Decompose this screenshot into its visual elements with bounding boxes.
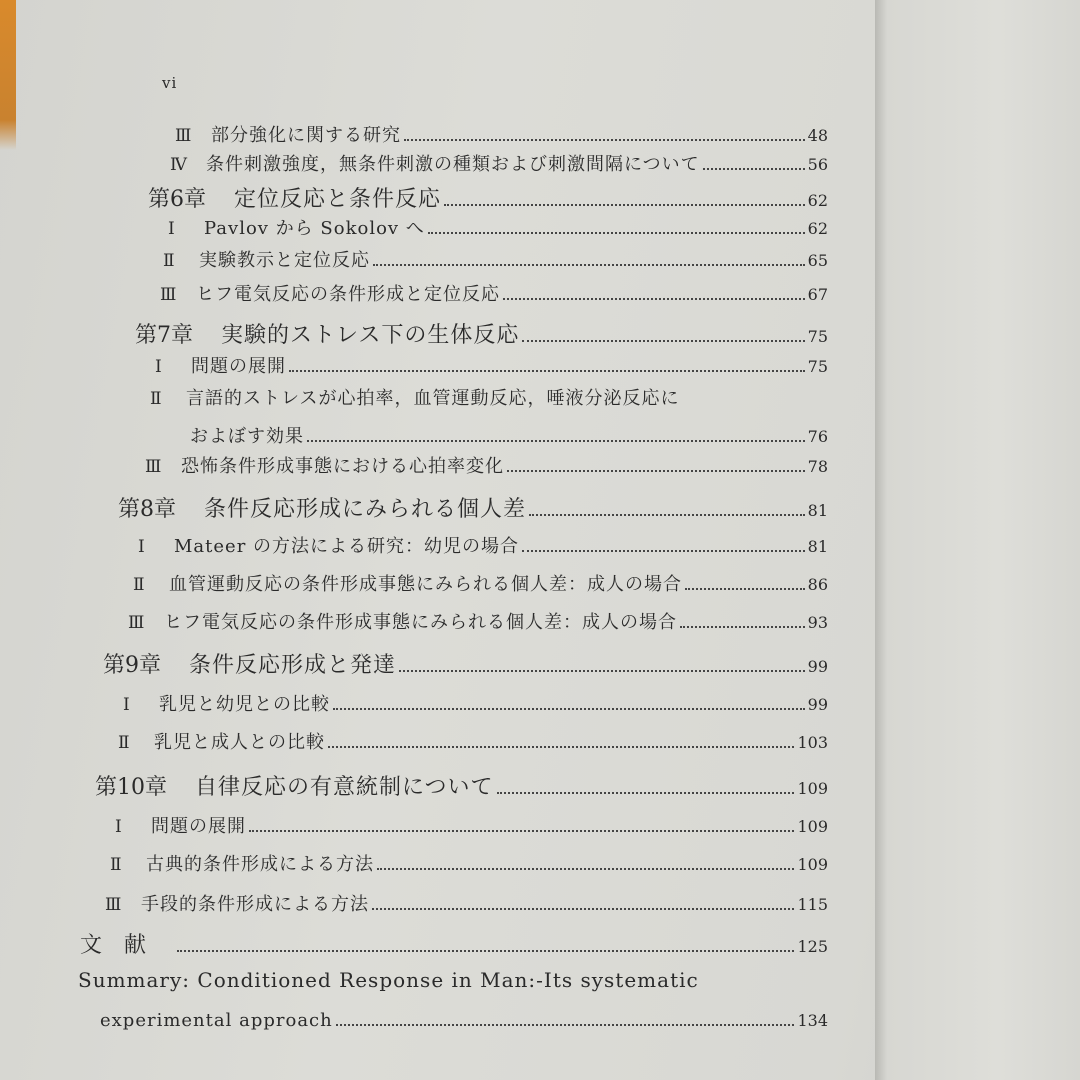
- entry-title: Pavlov から Sokolov へ: [204, 218, 425, 239]
- page-number: 76: [807, 427, 828, 446]
- dot-leader: [680, 626, 805, 628]
- page-number: 125: [797, 937, 828, 956]
- toc-chapter-entry: [148, 182, 828, 212]
- dot-leader: [522, 340, 804, 342]
- page-number: 78: [807, 457, 828, 476]
- dot-leader: [372, 908, 794, 910]
- toc-section-entry: [190, 422, 828, 452]
- toc-chapter-entry: [103, 648, 828, 678]
- page-number: 62: [807, 191, 828, 210]
- entry-title: 定位反応と条件反応: [234, 187, 442, 212]
- page-number: 99: [807, 657, 828, 676]
- entry-number: 文 献: [80, 933, 147, 958]
- entry-number: Ⅰ: [138, 537, 145, 557]
- entry-title: 条件反応形成と発達: [189, 653, 397, 678]
- page-folio: vi: [162, 74, 178, 92]
- toc-section-entry: [168, 214, 828, 244]
- entry-number: Ⅰ: [115, 817, 122, 837]
- page-number: 99: [807, 695, 828, 714]
- dot-leader: [377, 868, 794, 870]
- toc-section-entry: [105, 890, 828, 920]
- dot-leader: [685, 588, 805, 590]
- page-number: 103: [797, 733, 828, 752]
- entry-title: 部分強化に関する研究: [211, 125, 401, 146]
- dot-leader: [497, 792, 795, 794]
- entry-title: 条件刺激強度，無条件刺激の種類および刺激間隔について: [206, 154, 700, 175]
- toc-section-entry: [170, 150, 828, 180]
- dot-leader: [373, 264, 805, 266]
- page-number: 86: [807, 575, 828, 594]
- toc-section-entry: [155, 352, 828, 382]
- entry-title: 古典的条件形成による方法: [146, 854, 374, 875]
- entry-number: Ⅳ: [170, 155, 187, 175]
- dot-leader: [249, 830, 794, 832]
- entry-number: Ⅱ: [150, 389, 162, 409]
- entry-number: Ⅲ: [105, 895, 122, 915]
- toc-section-entry: [118, 728, 828, 758]
- page-number: 67: [807, 285, 828, 304]
- entry-number: Ⅰ: [123, 695, 130, 715]
- entry-title: ヒフ電気反応の条件形成と定位反応: [196, 284, 500, 305]
- entry-number: Ⅰ: [155, 357, 162, 377]
- entry-title: 問題の展開: [191, 356, 286, 377]
- entry-title: 血管運動反応の条件形成事態にみられる個人差：成人の場合: [169, 574, 682, 595]
- page-number: 75: [807, 327, 828, 346]
- page-number: 65: [807, 251, 828, 270]
- dot-leader: [522, 550, 805, 552]
- toc-section-entry: [163, 246, 828, 276]
- dot-leader: [503, 298, 805, 300]
- entry-title: 実験教示と定位反応: [199, 250, 370, 271]
- entry-number: 第7章: [135, 323, 193, 348]
- dot-leader: [399, 670, 805, 672]
- page-number: 115: [797, 895, 828, 914]
- entry-title: 実験的ストレス下の生体反応: [221, 323, 520, 348]
- page-number: 48: [807, 126, 828, 145]
- toc-section-entry: [138, 532, 828, 562]
- entry-title: Summary: Conditioned Response in Man:-Its systematic: [78, 968, 699, 992]
- toc-section-entry: [175, 121, 828, 151]
- page-number: 134: [797, 1011, 828, 1030]
- entry-number: Ⅲ: [145, 457, 162, 477]
- page-number: 75: [807, 357, 828, 376]
- entry-number: Ⅱ: [118, 733, 130, 753]
- facing-page: [875, 0, 1080, 1080]
- toc-section-entry: [78, 968, 828, 998]
- toc-section-entry: [110, 850, 828, 880]
- toc-chapter-entry: [80, 928, 828, 958]
- dot-leader: [177, 950, 794, 952]
- page-number: 81: [807, 537, 828, 556]
- page-number: 109: [797, 855, 828, 874]
- toc-section-entry: [128, 608, 828, 638]
- dot-leader: [428, 232, 805, 234]
- entry-number: 第6章: [148, 187, 206, 212]
- dot-leader: [328, 746, 794, 748]
- dot-leader: [289, 370, 805, 372]
- page-number: 56: [807, 155, 828, 174]
- entry-title: 乳児と成人との比較: [154, 732, 325, 753]
- entry-title: experimental approach: [100, 1010, 333, 1031]
- entry-title: 自律反応の有意統制について: [195, 775, 494, 800]
- toc-section-entry: [123, 690, 828, 720]
- toc-section-entry: [133, 570, 828, 600]
- page-number: 109: [797, 817, 828, 836]
- toc-section-entry: [100, 1010, 828, 1040]
- toc-chapter-entry: [118, 492, 828, 522]
- entry-title: およぼす効果: [190, 426, 304, 447]
- entry-title: 手段的条件形成による方法: [141, 894, 369, 915]
- dot-leader: [336, 1024, 795, 1026]
- entry-number: Ⅲ: [160, 285, 177, 305]
- entry-number: 第8章: [118, 497, 176, 522]
- entry-title: 恐怖条件形成事態における心拍率変化: [181, 456, 504, 477]
- entry-title: 乳児と幼児との比較: [159, 694, 330, 715]
- entry-title: 問題の展開: [151, 816, 246, 837]
- toc-section-entry: [150, 384, 828, 414]
- entry-number: Ⅱ: [163, 251, 175, 271]
- entry-title: ヒフ電気反応の条件形成事態にみられる個人差：成人の場合: [164, 612, 677, 633]
- entry-number: Ⅲ: [128, 613, 145, 633]
- toc-section-entry: [145, 452, 828, 482]
- dot-leader: [507, 470, 805, 472]
- desk-edge: [0, 0, 16, 150]
- dot-leader: [404, 139, 805, 141]
- dot-leader: [444, 204, 805, 206]
- entry-title: 言語的ストレスが心拍率，血管運動反応，唾液分泌反応に: [186, 388, 680, 409]
- toc-chapter-entry: [135, 318, 828, 348]
- dot-leader: [529, 514, 805, 516]
- page-number: 62: [807, 219, 828, 238]
- entry-number: Ⅲ: [175, 126, 192, 146]
- toc-chapter-entry: [95, 770, 828, 800]
- entry-number: Ⅱ: [133, 575, 145, 595]
- toc-section-entry: [115, 812, 828, 842]
- entry-title: 条件反応形成にみられる個人差: [204, 497, 527, 522]
- entry-number: Ⅰ: [168, 219, 175, 239]
- entry-number: 第10章: [95, 775, 167, 800]
- dot-leader: [703, 168, 805, 170]
- page-number: 109: [797, 779, 828, 798]
- entry-number: 第9章: [103, 653, 161, 678]
- page-number: 93: [807, 613, 828, 632]
- entry-number: Ⅱ: [110, 855, 122, 875]
- dot-leader: [307, 440, 805, 442]
- toc-section-entry: [160, 280, 828, 310]
- page-number: 81: [807, 501, 828, 520]
- dot-leader: [333, 708, 805, 710]
- entry-title: Mateer の方法による研究：幼児の場合: [174, 536, 520, 557]
